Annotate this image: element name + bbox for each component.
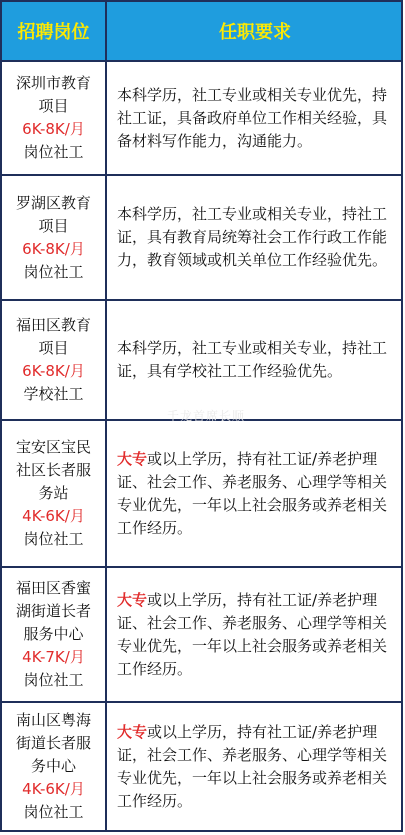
requirements-cell <box>105 301 401 419</box>
requirements-text <box>117 589 393 681</box>
role: 岗位社工 <box>23 143 84 161</box>
job-title-line: 湖街道长者 <box>15 602 91 620</box>
job-title-cell <box>2 703 105 830</box>
requirements-cell <box>105 421 401 566</box>
watermark: 千龙首席长顺 <box>167 409 246 423</box>
job-title-cell <box>2 421 105 566</box>
role: 学校社工 <box>23 385 84 403</box>
role: 岗位社工 <box>23 262 84 281</box>
job-title-line: 务中心 <box>30 757 76 775</box>
requirements-body: 本科学历，社工专业或相关专业，持社工证，具有教育局统筹社会工作行政工作能力，教育领域或机关单位工作经验优先。 <box>117 205 388 269</box>
table-header <box>2 2 401 60</box>
salary: 6K-8K/月 <box>22 362 85 380</box>
job-title-line: 社区长者服 <box>15 461 91 479</box>
job-title-line: 项目 <box>38 216 69 235</box>
job-title-cell <box>2 176 105 299</box>
job-title-line: 福田区香蜜 <box>15 579 91 597</box>
salary: 4K-6K/月 <box>22 780 85 798</box>
requirements-body: 本科学历，社工专业或相关专业，持社工证，具有学校社工工作经验优先。 <box>117 339 388 380</box>
job-title-line: 罗湖区教育 <box>15 193 91 212</box>
table-row <box>2 419 401 566</box>
header-requirements: 任职要求 <box>105 2 403 60</box>
header-position: 招聘岗位 <box>17 22 90 43</box>
education-highlight: 大专 <box>117 449 148 468</box>
job-title-line: 宝安区宝民 <box>15 438 91 456</box>
requirements-body: 本科学历，社工专业或相关专业优先，持社工证，具备政府单位工作相关经验，具备材料写作能力，沟通能力。 <box>117 85 388 150</box>
education-highlight: 大专 <box>117 590 148 609</box>
role: 岗位社工 <box>23 803 84 821</box>
job-title-cell <box>2 568 105 701</box>
job-title-line: 项目 <box>38 339 69 357</box>
table-row <box>2 566 401 701</box>
requirements-text <box>117 203 393 272</box>
requirements-body: 或以上学历，持有社工证/养老护理证，社会工作、养老服务、心理学等相关专业优先，一年以上社会服务或养老相关工作经历。 <box>117 722 388 810</box>
requirements-text <box>117 721 393 813</box>
job-title-line: 深圳市教育 <box>15 74 91 92</box>
job-title-cell <box>2 62 105 174</box>
job-title-cell <box>2 301 105 419</box>
table-row <box>2 299 401 419</box>
job-title-line: 南山区粤海 <box>15 711 91 729</box>
job-title-line: 服务中心 <box>23 625 84 643</box>
role: 岗位社工 <box>23 671 84 689</box>
table-row <box>2 701 401 830</box>
requirements-cell <box>105 62 401 174</box>
requirements-cell <box>105 568 401 701</box>
requirements-text <box>117 84 393 153</box>
salary: 4K-7K/月 <box>22 648 85 666</box>
table-row <box>2 60 401 174</box>
requirements-cell <box>105 176 401 299</box>
requirements-text <box>117 448 393 540</box>
job-title-line: 务站 <box>38 484 69 502</box>
role: 岗位社工 <box>23 530 84 548</box>
job-title-line: 项目 <box>38 97 69 115</box>
requirements-text <box>117 337 393 383</box>
table-row <box>2 174 401 299</box>
requirements-cell <box>105 703 401 830</box>
requirements-body: 或以上学历，持有社工证/养老护理证、社会工作、养老服务、心理学等相关专业优先，一年以上社会服务或养老相关工作经历。 <box>117 590 388 678</box>
salary: 6K-8K/月 <box>22 239 85 258</box>
education-highlight: 大专 <box>117 722 148 741</box>
job-title-line: 街道长者服 <box>15 734 91 752</box>
salary: 4K-6K/月 <box>22 507 85 525</box>
job-title-line: 福田区教育 <box>15 316 91 334</box>
requirements-body: 或以上学历，持有社工证/养老护理证、社会工作、养老服务、心理学等相关专业优先，一年以上社会服务或养老相关工作经历。 <box>117 449 388 537</box>
salary: 6K-8K/月 <box>22 120 85 138</box>
